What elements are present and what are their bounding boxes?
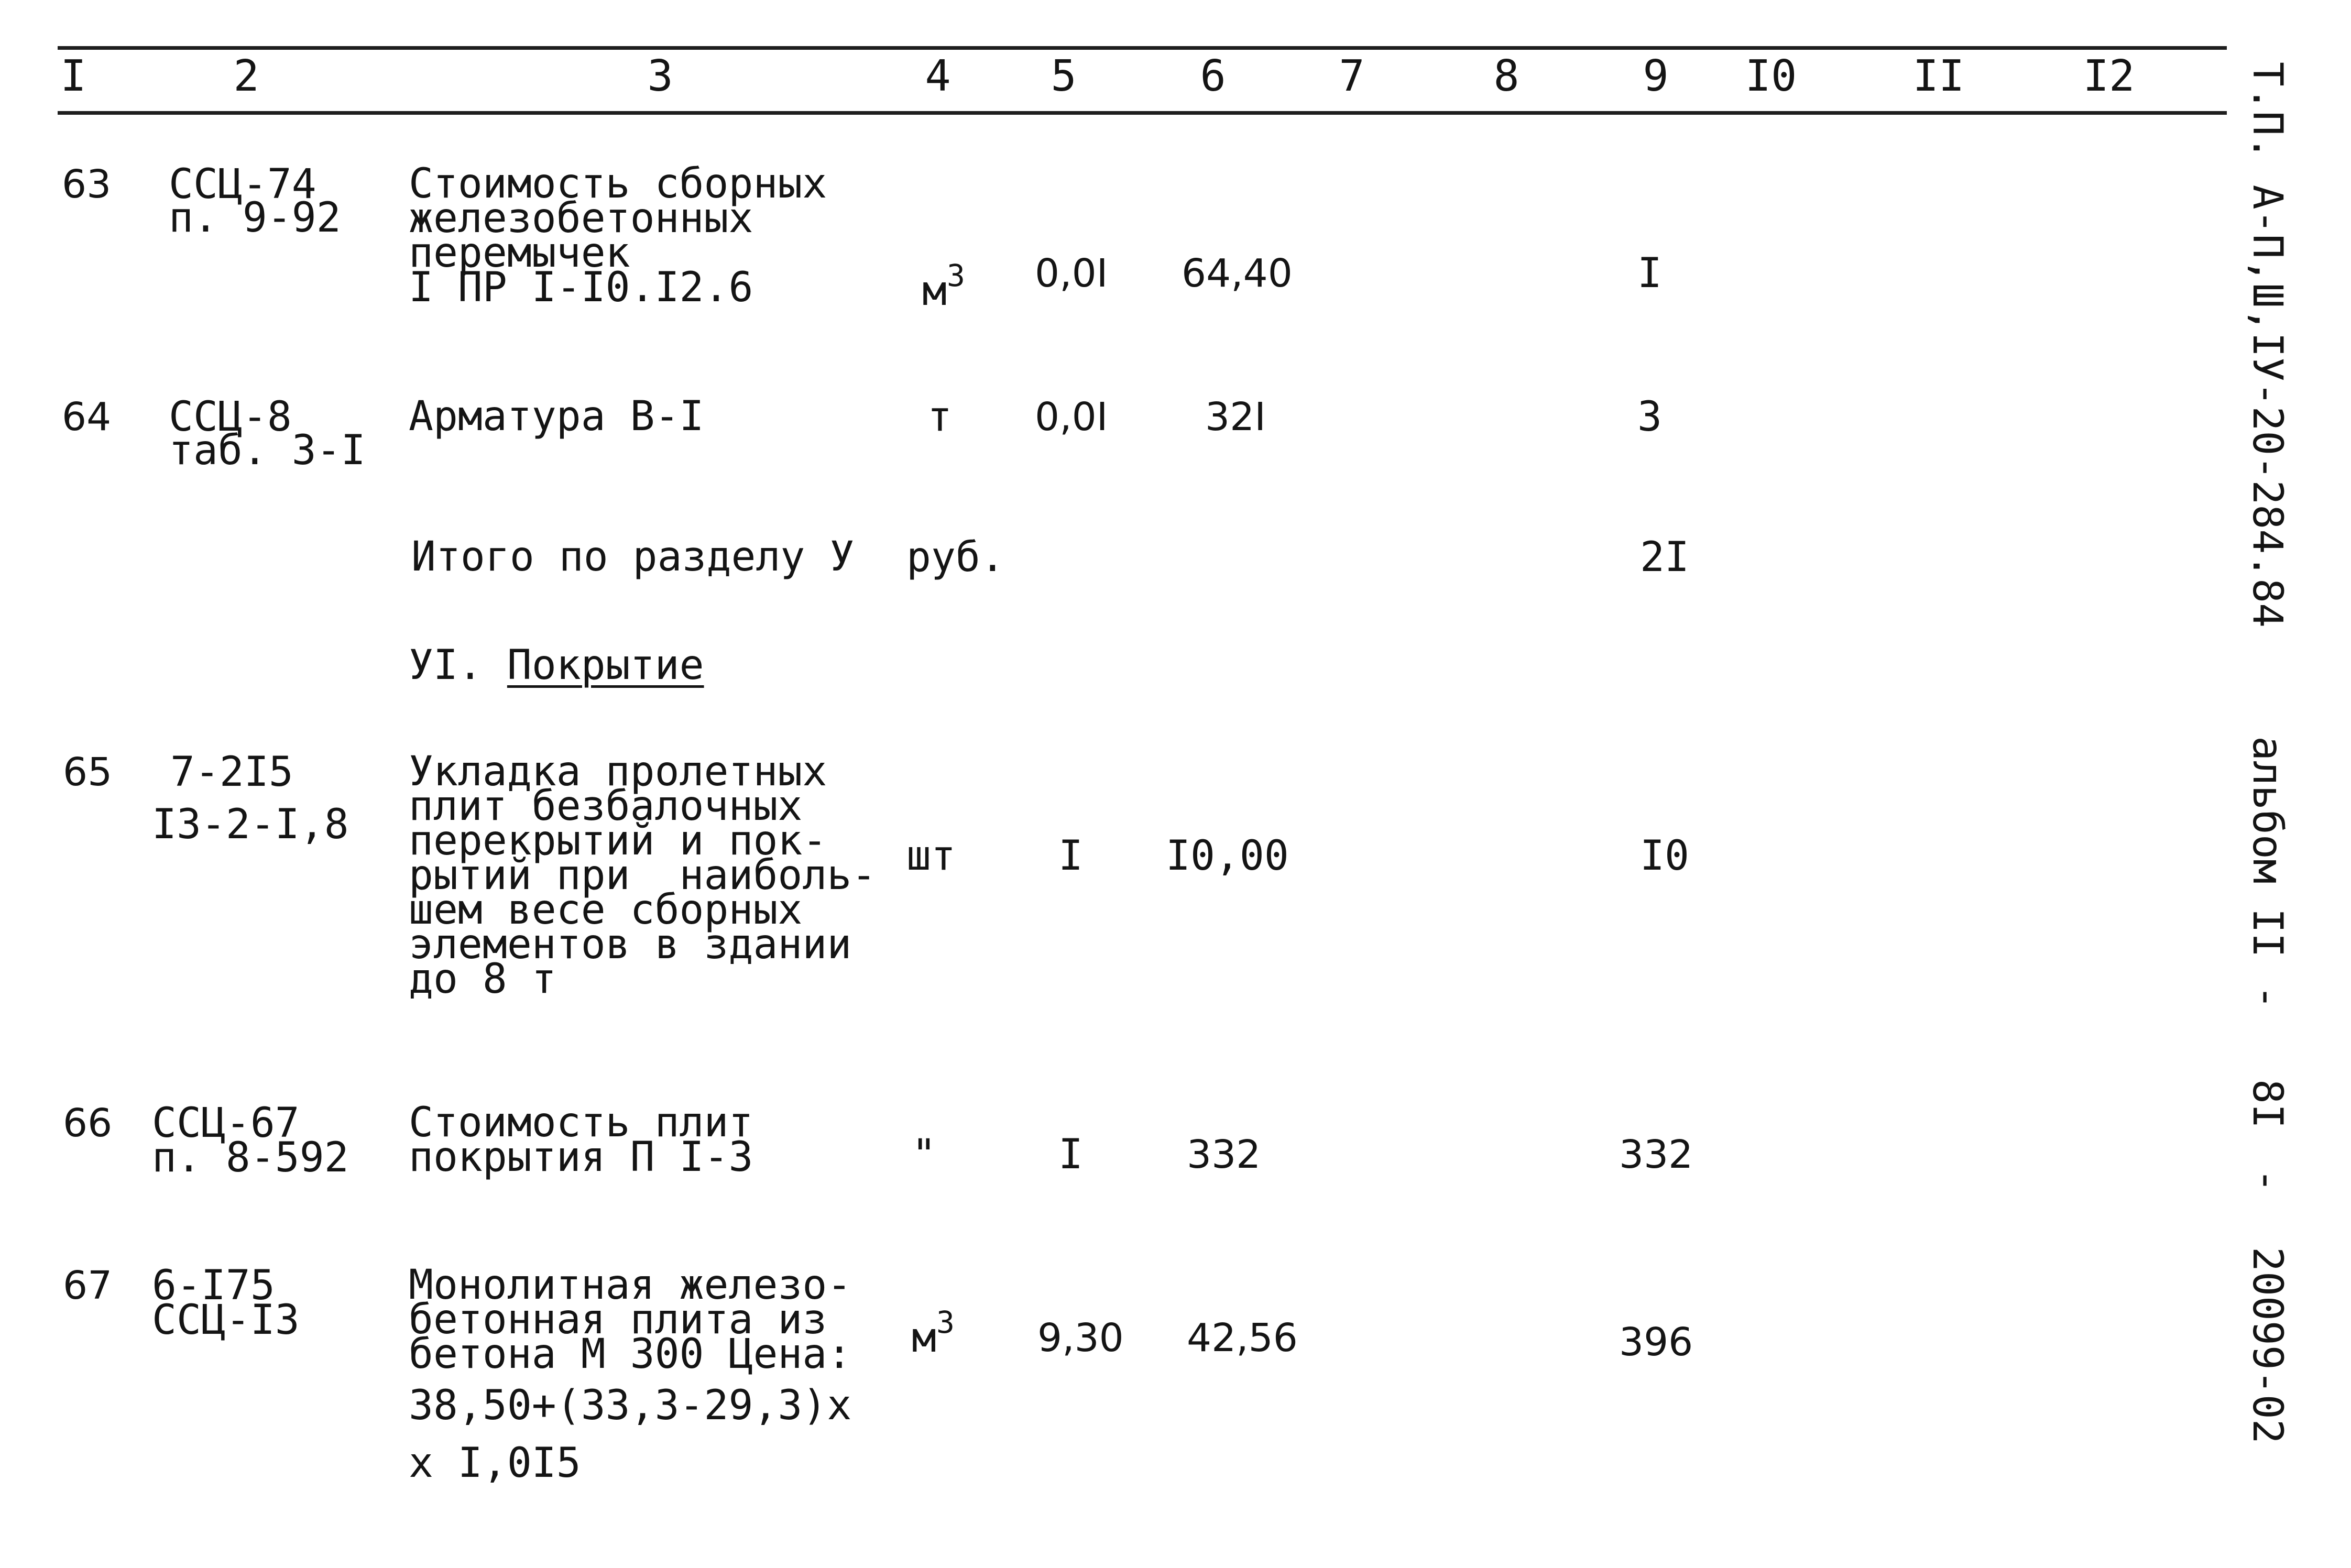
description-line: перемычек (409, 229, 630, 277)
description-line: Укладка пролетных (409, 748, 827, 795)
description-line: Монолитная железо- (409, 1262, 852, 1309)
side-dash: - (2244, 985, 2291, 1010)
table-header-bottom-rule (58, 111, 2227, 115)
section-title: Покрытие (507, 642, 704, 689)
total-cell: 2I (1640, 534, 1689, 581)
column-header: II (1912, 51, 1965, 101)
column-header: 8 (1493, 51, 1519, 101)
row-number: 66 (63, 1101, 113, 1146)
total-cell: 332 (1619, 1132, 1693, 1177)
total-cell: I (1637, 250, 1662, 297)
row-number: 63 (62, 162, 112, 207)
description-line: I ПР I-I0.I2.6 (409, 264, 753, 311)
total-cell: 3 (1637, 393, 1662, 441)
column-header: 6 (1200, 51, 1226, 101)
code-line: 6-I75 (152, 1262, 275, 1309)
code-line: 7-2I5 (170, 749, 293, 796)
column-header: 3 (647, 51, 673, 101)
description-line: рытий при наиболь- (409, 852, 877, 899)
column-header: I2 (2083, 51, 2135, 101)
unit-cell: " (912, 1131, 936, 1178)
description-line: перекрытий и пок- (409, 817, 827, 864)
description-line: бетона М 300 Цена: (409, 1331, 852, 1378)
price-cell: 332 (1187, 1132, 1261, 1177)
description-line: до 8 т (409, 956, 556, 1003)
quantity-cell: 9,30 (1037, 1315, 1124, 1361)
code-line: ССЦ-74 (169, 161, 316, 208)
price-cell: 42,56 (1187, 1315, 1298, 1361)
column-header: 9 (1643, 51, 1669, 101)
description-line: бетонная плита из (409, 1296, 827, 1343)
total-cell: 396 (1619, 1320, 1693, 1365)
code-line: ССЦ-8 (169, 393, 292, 441)
description-line: железобетонных (409, 195, 753, 242)
row-number: 64 (62, 394, 112, 440)
code-line: I3-2-I,8 (152, 801, 349, 848)
side-dash: - (2244, 1168, 2291, 1193)
quantity-cell: I (1058, 1131, 1083, 1178)
row-number: 65 (63, 750, 113, 795)
column-header: I0 (1745, 51, 1797, 101)
price-cell: 32I (1205, 394, 1266, 440)
total-cell: I0 (1640, 832, 1689, 880)
unit-cell: руб. (906, 534, 1005, 581)
description-line: Стоимость сборных (409, 160, 827, 207)
description-line: 38,50+(33,3-29,3)x (409, 1382, 852, 1429)
section-prefix: УI. (409, 642, 483, 689)
unit-cell: шт (906, 832, 956, 880)
price-cell: 64,40 (1182, 251, 1293, 296)
unit-cell: $м^3$ (912, 1304, 955, 1362)
description-line: шем весе сборных (409, 886, 803, 934)
price-cell: I0,00 (1166, 832, 1289, 880)
column-header: 5 (1051, 51, 1077, 101)
side-doc-code: Т.П. А-П,Ш,IУ-20-284.84 (2244, 62, 2291, 628)
quantity-cell: 0,0I (1035, 251, 1108, 296)
quantity-cell: I (1058, 832, 1083, 880)
column-header: 7 (1339, 51, 1365, 101)
subtotal-label: Итого по разделу У (411, 533, 855, 580)
description-line: x I,0I5 (409, 1440, 581, 1487)
code-line: таб. 3-I (169, 427, 366, 474)
column-header: 4 (925, 51, 951, 101)
column-header: I (60, 51, 86, 101)
unit-cell: $м^3$ (922, 258, 965, 315)
column-header: 2 (233, 51, 259, 101)
side-archive-no: 20099-02 (2244, 1247, 2291, 1444)
row-number: 67 (63, 1263, 113, 1308)
code-line: п. 8-592 (152, 1134, 349, 1181)
description-line: покрытия П I-3 (409, 1134, 753, 1181)
unit-cell: т (927, 393, 952, 441)
description-line: элементов в здании (409, 921, 852, 968)
code-line: п. 9-92 (169, 194, 341, 242)
description-line: плит безбалочных (409, 783, 803, 830)
section-heading-text (409, 642, 704, 689)
description-line: Стоимость плит (409, 1099, 753, 1146)
side-album: альбом II (2244, 736, 2291, 958)
quantity-cell: 0,0I (1035, 394, 1108, 440)
description-line: Арматура В-I (409, 393, 704, 440)
table-header-top-rule (58, 46, 2227, 50)
side-page: 8I (2244, 1079, 2291, 1128)
code-line: ССЦ-I3 (152, 1297, 300, 1344)
code-line: ССЦ-67 (152, 1100, 300, 1147)
